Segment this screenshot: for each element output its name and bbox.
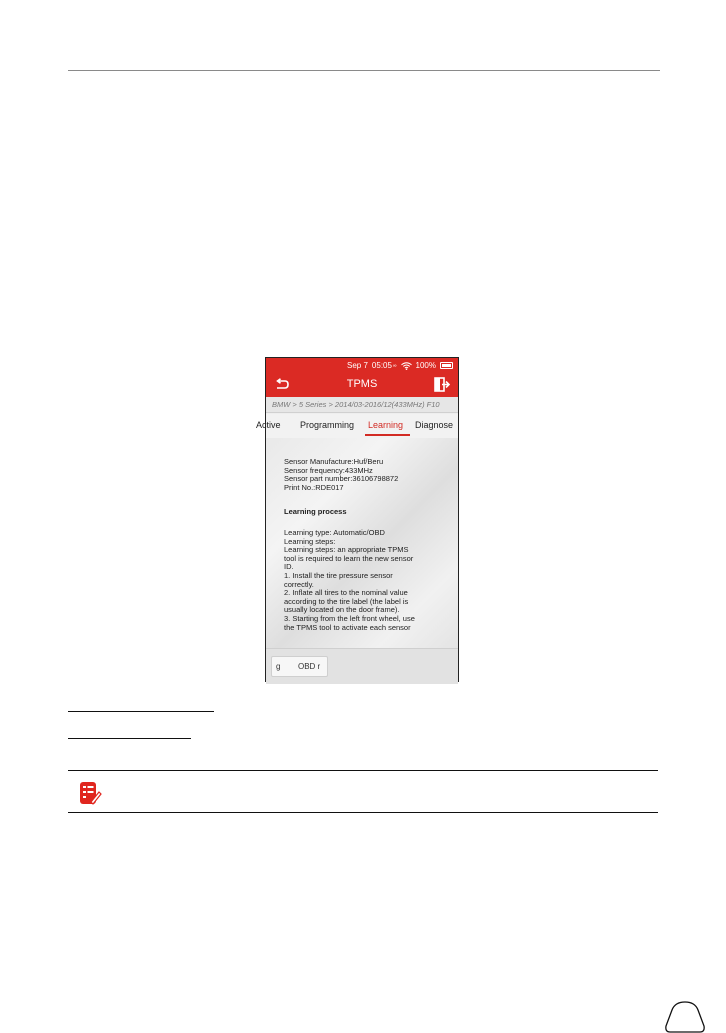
learning-line: ID.: [284, 562, 294, 572]
sensor-frequency: Sensor frequency:433MHz: [284, 465, 373, 475]
status-time: 05:05: [371, 361, 392, 370]
active-tab-indicator: [365, 434, 410, 436]
tab-programming[interactable]: Programming: [300, 420, 355, 430]
learning-line: Learning steps:: [284, 536, 336, 546]
learning-line: 3. Starting from the left front wheel, use: [284, 613, 415, 623]
caption-rule: [68, 738, 191, 739]
status-date: Sep 7: [347, 361, 368, 370]
learning-line: according to the tire label (the label is: [284, 596, 409, 606]
sensor-manufacture: Sensor Manufacture:Huf/Beru: [284, 457, 384, 466]
tab-bar: [256, 414, 458, 439]
learning-heading: Learning process: [284, 507, 347, 517]
learning-line: Learning steps: an appropriate TPMS: [284, 545, 409, 555]
learning-line: correctly.: [284, 579, 314, 589]
note-icon: [78, 781, 102, 805]
obd-button[interactable]: [271, 656, 328, 677]
tab-learning[interactable]: Learning: [368, 420, 404, 430]
tab-active[interactable]: Active: [256, 420, 281, 430]
obd-button-fragment: g: [276, 662, 281, 671]
learning-line: 1. Install the tire pressure sensor: [284, 570, 393, 580]
learning-content[interactable]: [266, 438, 458, 648]
app-title: TPMS: [346, 378, 378, 390]
tpms-screenshot: [256, 357, 459, 682]
battery-percent: 100%: [415, 361, 436, 370]
print-number: Print No.:RDE017: [284, 482, 344, 492]
status-indicator: ∞: [392, 362, 397, 369]
info-text: [284, 458, 454, 632]
learning-line: tool is required to learn the new sensor: [284, 553, 414, 563]
learning-line: Learning type: Automatic/OBD: [284, 527, 385, 537]
header-rule: [68, 70, 660, 71]
bottom-bar: [266, 648, 458, 684]
tab-diagnose[interactable]: Diagnose: [415, 420, 454, 430]
caption-rule: [68, 711, 214, 712]
learning-line: usually located on the door frame).: [284, 605, 400, 615]
battery-icon: [440, 362, 453, 369]
obd-button-label: OBD r: [298, 662, 321, 671]
wifi-icon: [401, 362, 412, 370]
note-rule-top: [68, 770, 658, 771]
note-rule-bottom: [68, 812, 658, 813]
sensor-part-number: Sensor part number:36106798872: [284, 474, 399, 484]
app-bar: [266, 373, 458, 397]
learning-line: the TPMS tool to activate each sensor: [284, 622, 411, 632]
page-badge-icon: [664, 1001, 706, 1033]
breadcrumb: BMW > 5 Series > 2014/03-2016/12(433MHz) F10: [266, 397, 458, 413]
exit-icon[interactable]: [434, 377, 450, 392]
status-bar: [266, 358, 458, 373]
learning-line: 2. Inflate all tires to the nominal value: [284, 588, 408, 598]
